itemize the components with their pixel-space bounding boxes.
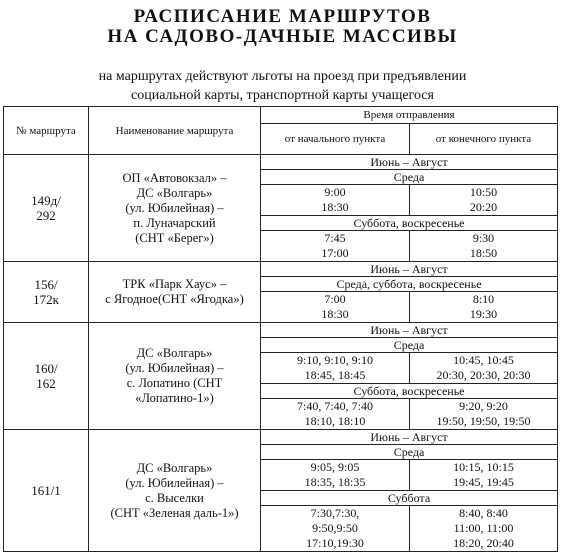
times-from-start: [261, 460, 410, 491]
route-number: [4, 430, 89, 552]
route-name-line: ТРК «Парк Хаус» –: [122, 277, 227, 291]
route-number: [4, 262, 89, 323]
time-line: 18:30: [321, 307, 349, 321]
route-name-line: с. Лопатино (СНТ: [126, 376, 223, 390]
times-from-end: [410, 353, 558, 384]
time-line: 9:30: [472, 231, 495, 245]
time-line: 20:20: [469, 200, 498, 214]
time-line: 19:30: [469, 307, 498, 321]
route-name-line: ДС «Волгарь»: [136, 185, 213, 200]
time-line: 10:50: [469, 185, 498, 199]
times-from-start: [261, 353, 410, 384]
route-name: [89, 430, 261, 552]
time-line: 10:45, 10:45: [453, 353, 514, 367]
header-from-end: от конечного пункта: [410, 124, 558, 155]
times-from-end: [410, 506, 558, 552]
time-line: 19:50, 19:50, 19:50: [436, 414, 531, 428]
time-line: 9:05, 9:05: [310, 460, 360, 474]
days-of-week: Суббота: [261, 491, 558, 506]
route-number-line: 162: [36, 376, 56, 391]
days-of-week: Суббота, воскресенье: [261, 216, 558, 231]
title-line-1: РАСПИСАНИЕ МАРШРУТОВ: [133, 6, 432, 27]
time-line: 7:00: [324, 292, 346, 306]
time-line: 7:45: [324, 231, 346, 245]
season-period: Июнь – Август: [261, 155, 558, 170]
times-from-start: [261, 185, 410, 216]
time-line: 18:35, 18:35: [304, 475, 366, 489]
route-name: [89, 155, 261, 262]
days-of-week: Суббота, воскресенье: [261, 384, 558, 399]
route-period-row: [4, 323, 558, 338]
season-period: Июнь – Август: [261, 323, 558, 338]
season-period: Июнь – Август: [261, 430, 558, 445]
times-from-start: [261, 506, 410, 552]
route-period-row: [4, 430, 558, 445]
time-line: 7:30,7:30,: [310, 506, 360, 520]
time-line: 17:00: [321, 246, 349, 260]
time-line: 19:45, 19:45: [453, 475, 514, 489]
time-line: 9:20, 9:20: [459, 399, 508, 413]
route-name-line: ДС «Волгарь»: [136, 460, 213, 475]
season-period: Июнь – Август: [261, 262, 558, 277]
time-line: 10:15, 10:15: [453, 460, 514, 474]
time-line: 17:10,19:30: [306, 536, 364, 550]
time-line: 18:30: [321, 200, 349, 214]
days-of-week: Среда, суббота, воскресенье: [261, 277, 558, 292]
route-name-line: с Ягодное(СНТ «Ягодка»): [105, 292, 244, 306]
times-from-end: [410, 292, 558, 323]
route-name-line: с. Выселки: [145, 490, 204, 505]
route-name-line: «Лопатино-1»): [135, 391, 214, 405]
days-of-week: Среда: [261, 170, 558, 185]
times-from-end: [410, 185, 558, 216]
route-name: [89, 323, 261, 430]
time-line: 18:20, 20:40: [453, 536, 514, 550]
days-of-week: Среда: [261, 445, 558, 460]
time-line: 18:10, 18:10: [304, 414, 366, 428]
header-from-start: от начального пункта: [261, 124, 410, 155]
route-number-line: 161/1: [31, 483, 61, 498]
time-line: 20:30, 20:30, 20:30: [436, 368, 531, 382]
route-number-line: 292: [36, 208, 56, 223]
times-from-start: [261, 399, 410, 430]
benefits-note-line-2: социальной карты, транспортной карты учащегося: [131, 88, 434, 103]
schedule-table: [3, 106, 558, 552]
route-name: [89, 262, 261, 323]
route-name-line: (ул. Юбилейная) –: [125, 200, 224, 215]
times-from-end: [410, 231, 558, 262]
times-from-end: [410, 460, 558, 491]
route-name-line: ДС «Волгарь»: [136, 346, 213, 360]
time-line: 9:10, 9:10, 9:10: [296, 353, 373, 367]
route-period-row: [4, 155, 558, 170]
days-of-week: Среда: [261, 338, 558, 353]
route-number-line: 172к: [33, 292, 59, 307]
times-from-end: [410, 399, 558, 430]
route-name-line: (ул. Юбилейная) –: [125, 361, 224, 375]
time-line: 9:00: [324, 185, 346, 199]
benefits-note-line-1: на маршрутах действуют льготы на проезд при предъявлении: [98, 69, 467, 84]
route-number-line: 156/: [34, 277, 58, 292]
time-line: 7:40, 7:40, 7:40: [296, 399, 373, 413]
route-name-line: (СНТ «Берег»): [135, 230, 214, 245]
time-line: 8:40, 8:40: [459, 506, 508, 520]
route-name-line: (ул. Юбилейная) –: [125, 475, 224, 490]
route-name-line: (СНТ «Зеленая даль-1»): [110, 505, 239, 520]
header-departure-time: Время отправления: [261, 107, 558, 124]
route-number: [4, 155, 89, 262]
title-line-2: НА САДОВО-ДАЧНЫЕ МАССИВЫ: [107, 26, 458, 47]
route-name-line: п. Луначарский: [133, 215, 216, 230]
header-route-number: № маршрута: [4, 107, 89, 155]
header-route-name: Наименование маршрута: [89, 107, 261, 155]
times-from-start: [261, 231, 410, 262]
time-line: 18:50: [469, 246, 498, 260]
route-name-line: ОП «Автовокзал» –: [122, 170, 227, 185]
times-from-start: [261, 292, 410, 323]
time-line: 8:10: [472, 292, 495, 306]
route-number-line: 160/: [34, 361, 58, 376]
time-line: 11:00, 11:00: [453, 521, 514, 535]
time-line: 18:45, 18:45: [304, 368, 366, 382]
route-number: [4, 323, 89, 430]
time-line: 9:50,9:50: [312, 521, 358, 535]
route-period-row: [4, 262, 558, 277]
route-number-line: 149д/: [31, 193, 61, 208]
